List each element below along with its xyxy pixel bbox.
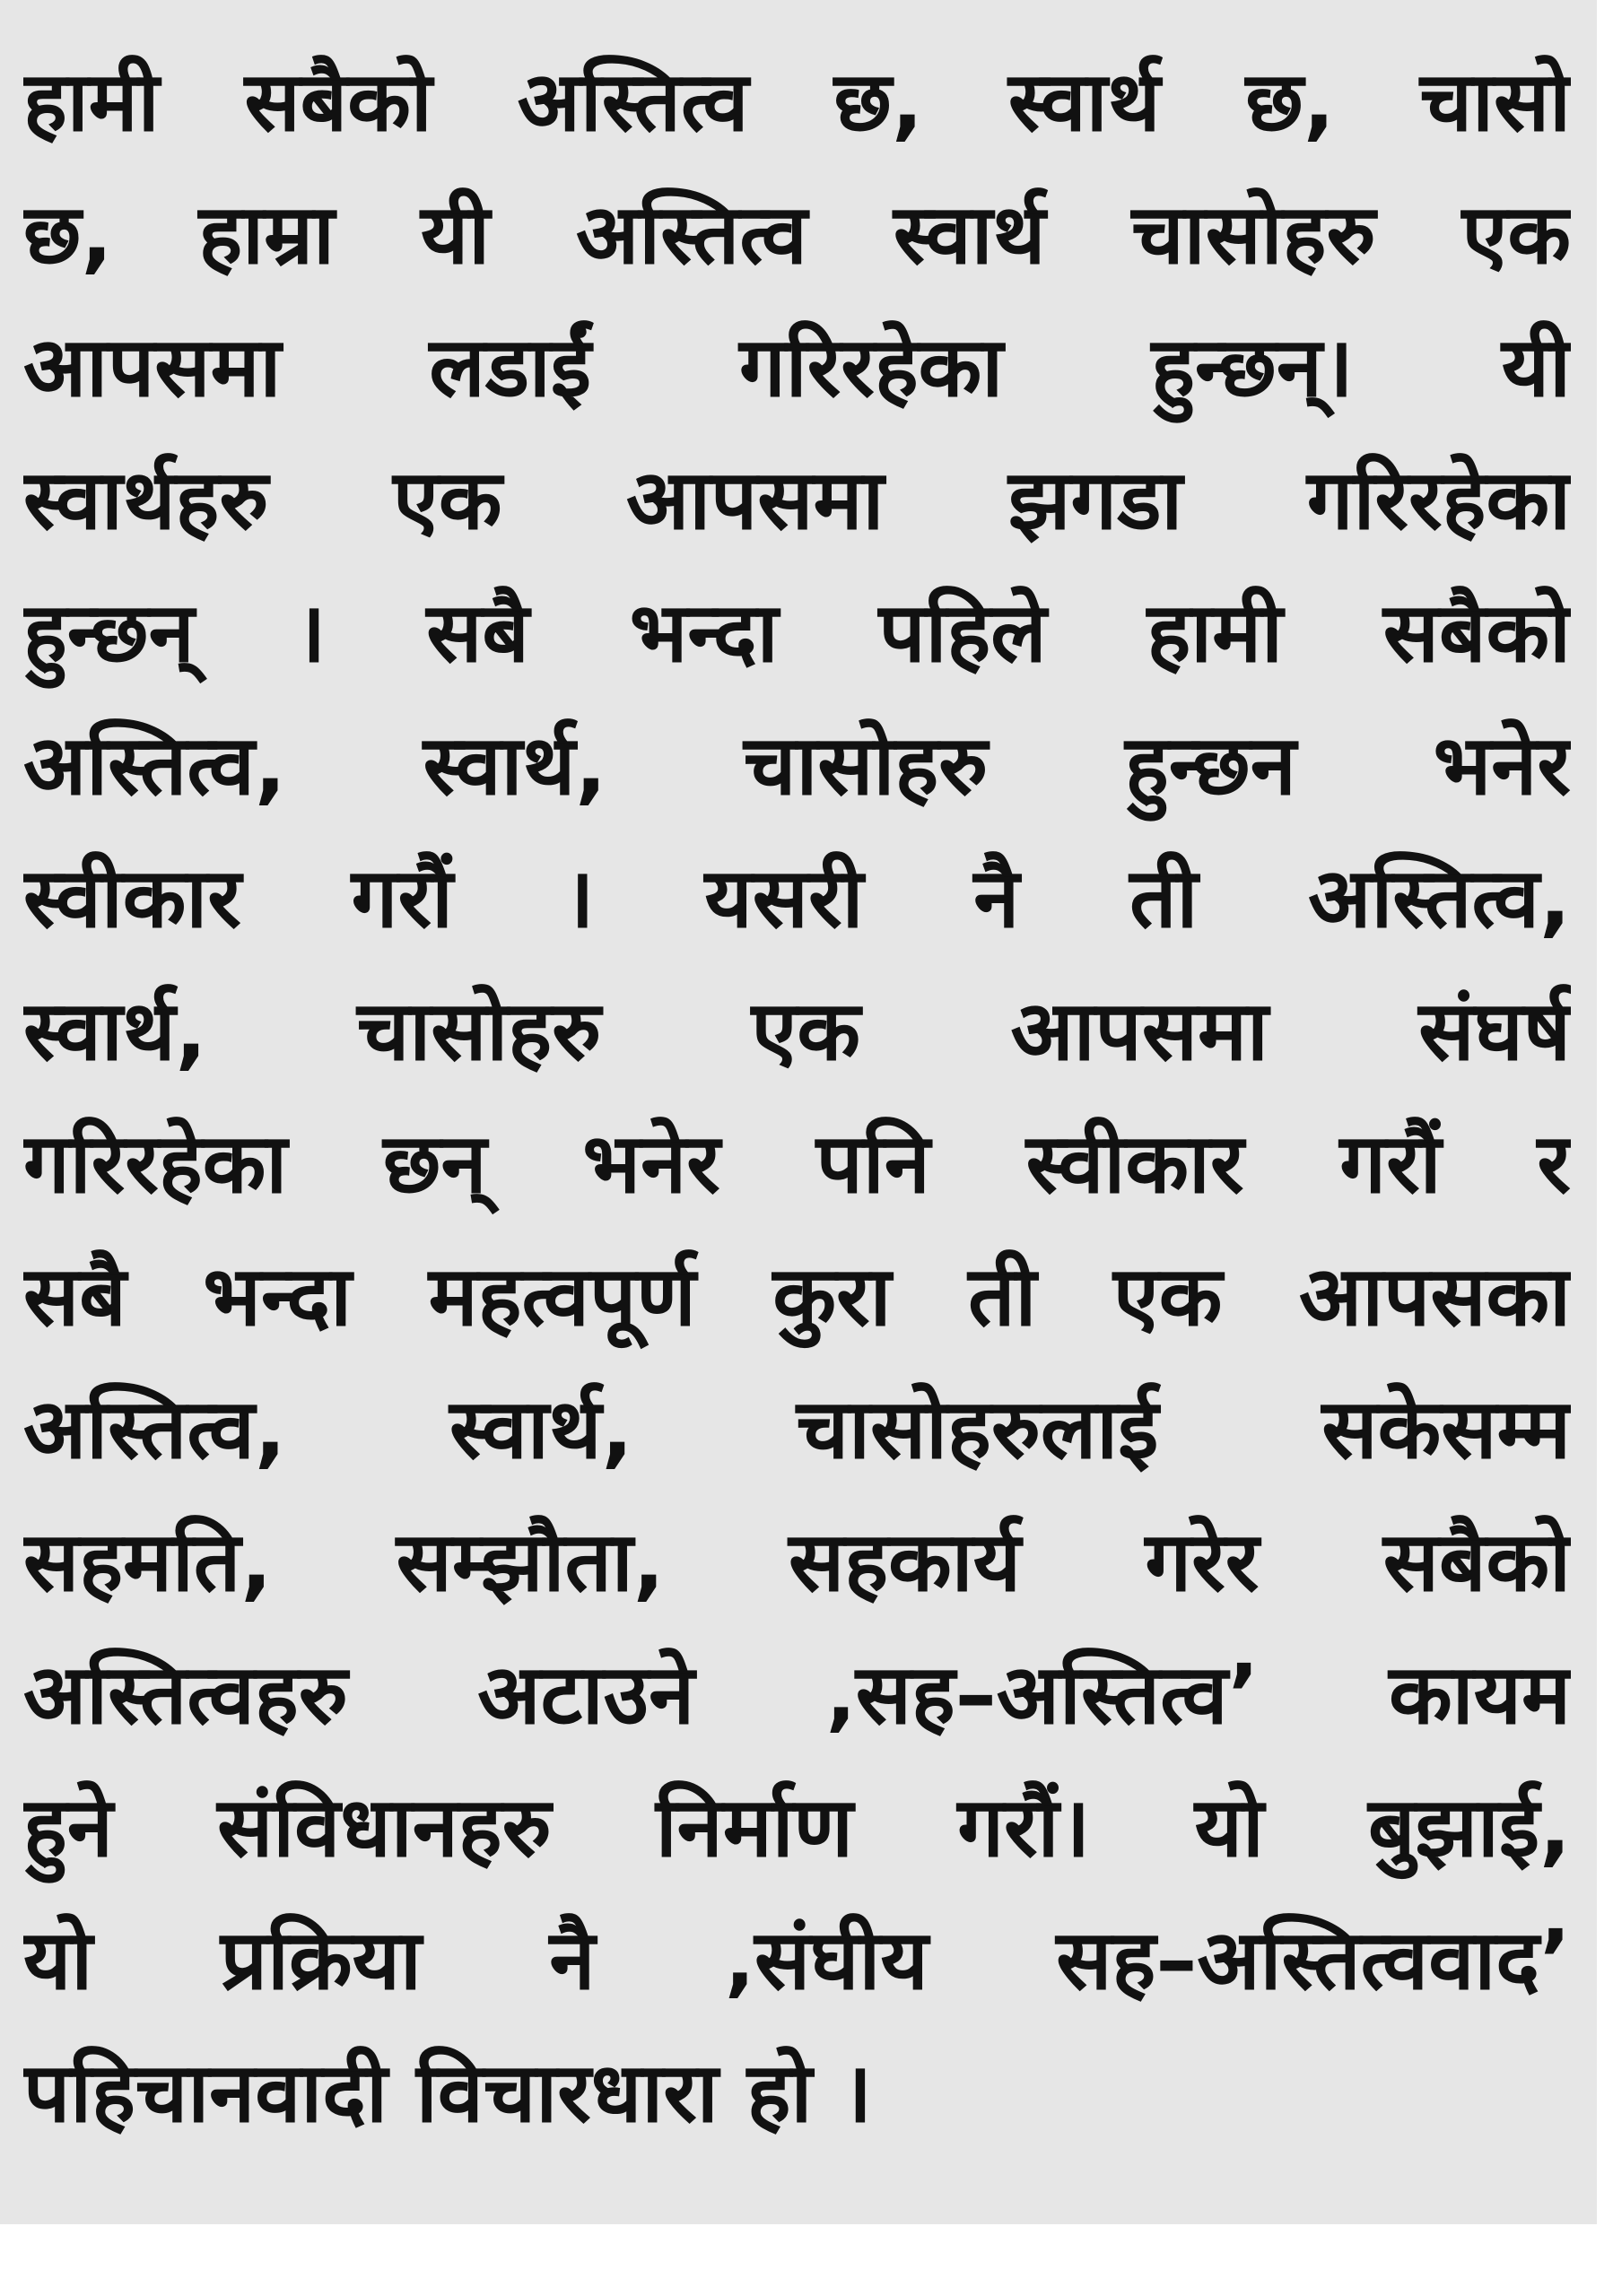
text-line: यो प्रक्रिया नै ‚संघीय सह–अस्तित्ववाद’	[23, 1912, 1571, 2008]
text-line: पहिचानवादी विचारधारा हो ।	[23, 2045, 873, 2141]
text-line: हुने संविधानहरु निर्माण गरौं। यो बुझाई,	[23, 1779, 1571, 1875]
text-line: स्वार्थ, चासोहरु एक आपसमा संघर्ष	[23, 983, 1571, 1079]
text-line: गरिरहेका छन् भनेर पनि स्वीकार गरौं र	[23, 1116, 1571, 1212]
text-line: हामी सबैको अस्तित्व छ, स्वार्थ छ, चासो	[23, 54, 1571, 150]
body-paragraph	[23, 36, 1571, 2160]
text-line: हुन्छन् । सबै भन्दा पहिले हामी सबैको	[23, 585, 1571, 681]
text-line: अस्तित्वहरु अटाउने ‚सह–अस्तित्व’ कायम	[23, 1647, 1571, 1743]
text-line: अस्तित्व, स्वार्थ, चासोहरु हुन्छन भनेर	[23, 718, 1571, 813]
text-line: स्वार्थहरु एक आपसमा झगडा गरिरहेका	[23, 452, 1571, 548]
text-line: अस्तित्व, स्वार्थ, चासोहरुलाई सकेसम्म	[23, 1381, 1571, 1477]
text-line: सबै भन्दा महत्वपूर्ण कुरा ती एक आपसका	[23, 1248, 1571, 1344]
text-line: छ, हाम्रा यी अस्तित्व स्वार्थ चासोहरु एक	[23, 187, 1571, 283]
text-line: आपसमा लडाईं गरिरहेका हुन्छन्। यी	[23, 319, 1571, 415]
text-line: स्वीकार गरौं । यसरी नै ती अस्तित्व,	[23, 850, 1571, 946]
text-line: सहमति, सम्झौता, सहकार्य गरेर सबैको	[23, 1514, 1571, 1610]
